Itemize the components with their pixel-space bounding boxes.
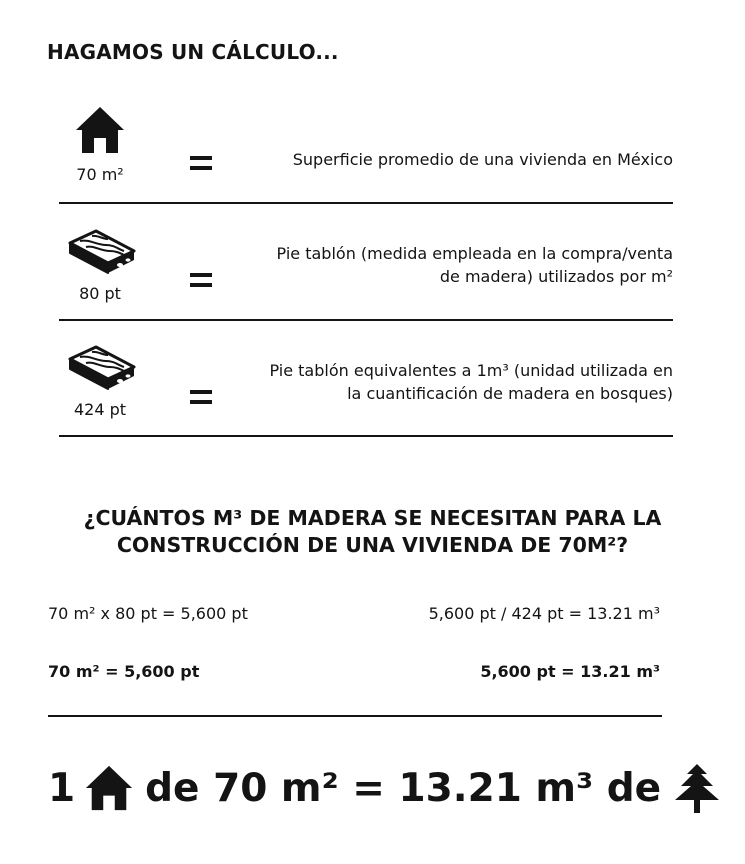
row-value: 70 m²	[76, 165, 124, 184]
equals-sign	[190, 389, 212, 405]
calc-left-result: 70 m² = 5,600 pt	[48, 662, 200, 681]
row-value: 424 pt	[73, 400, 127, 419]
calc-right: 5,600 pt / 424 pt = 13.21 m³	[428, 604, 660, 623]
house-icon	[85, 764, 133, 812]
final-equation	[48, 758, 721, 818]
equals-sign	[190, 272, 212, 288]
question-heading: ¿CUÁNTOS M³ DE MADERA SE NECESITAN PARA LA CONSTRUCCIÓN DE UNA VIVIENDA DE 70M²?	[83, 506, 662, 557]
wood-plank-icon	[66, 345, 138, 395]
page-title: HAGAMOS UN CÁLCULO...	[47, 40, 339, 64]
row-description: Superficie promedio de una vivienda en México	[292, 150, 673, 169]
row-description: Pie tablón (medida empleada en la compra/venta de madera) utilizados por m²	[276, 244, 673, 286]
calc-left: 70 m² x 80 pt = 5,600 pt	[48, 604, 248, 623]
tree-icon	[673, 762, 721, 814]
equals-sign	[190, 155, 212, 171]
row-description: Pie tablón equivalentes a 1m³ (unidad utilizada en la cuantificación de madera en bosques)	[269, 361, 673, 403]
final-text: de 70 m² = 13.21 m³ de	[145, 765, 662, 811]
wood-plank-icon	[66, 229, 138, 279]
final-count: 1	[48, 765, 76, 811]
divider	[59, 435, 673, 437]
house-icon	[75, 106, 125, 158]
divider	[59, 202, 673, 204]
row-value: 80 pt	[79, 284, 121, 303]
divider	[48, 715, 662, 717]
calc-right-result: 5,600 pt = 13.21 m³	[480, 662, 660, 681]
divider	[59, 319, 673, 321]
